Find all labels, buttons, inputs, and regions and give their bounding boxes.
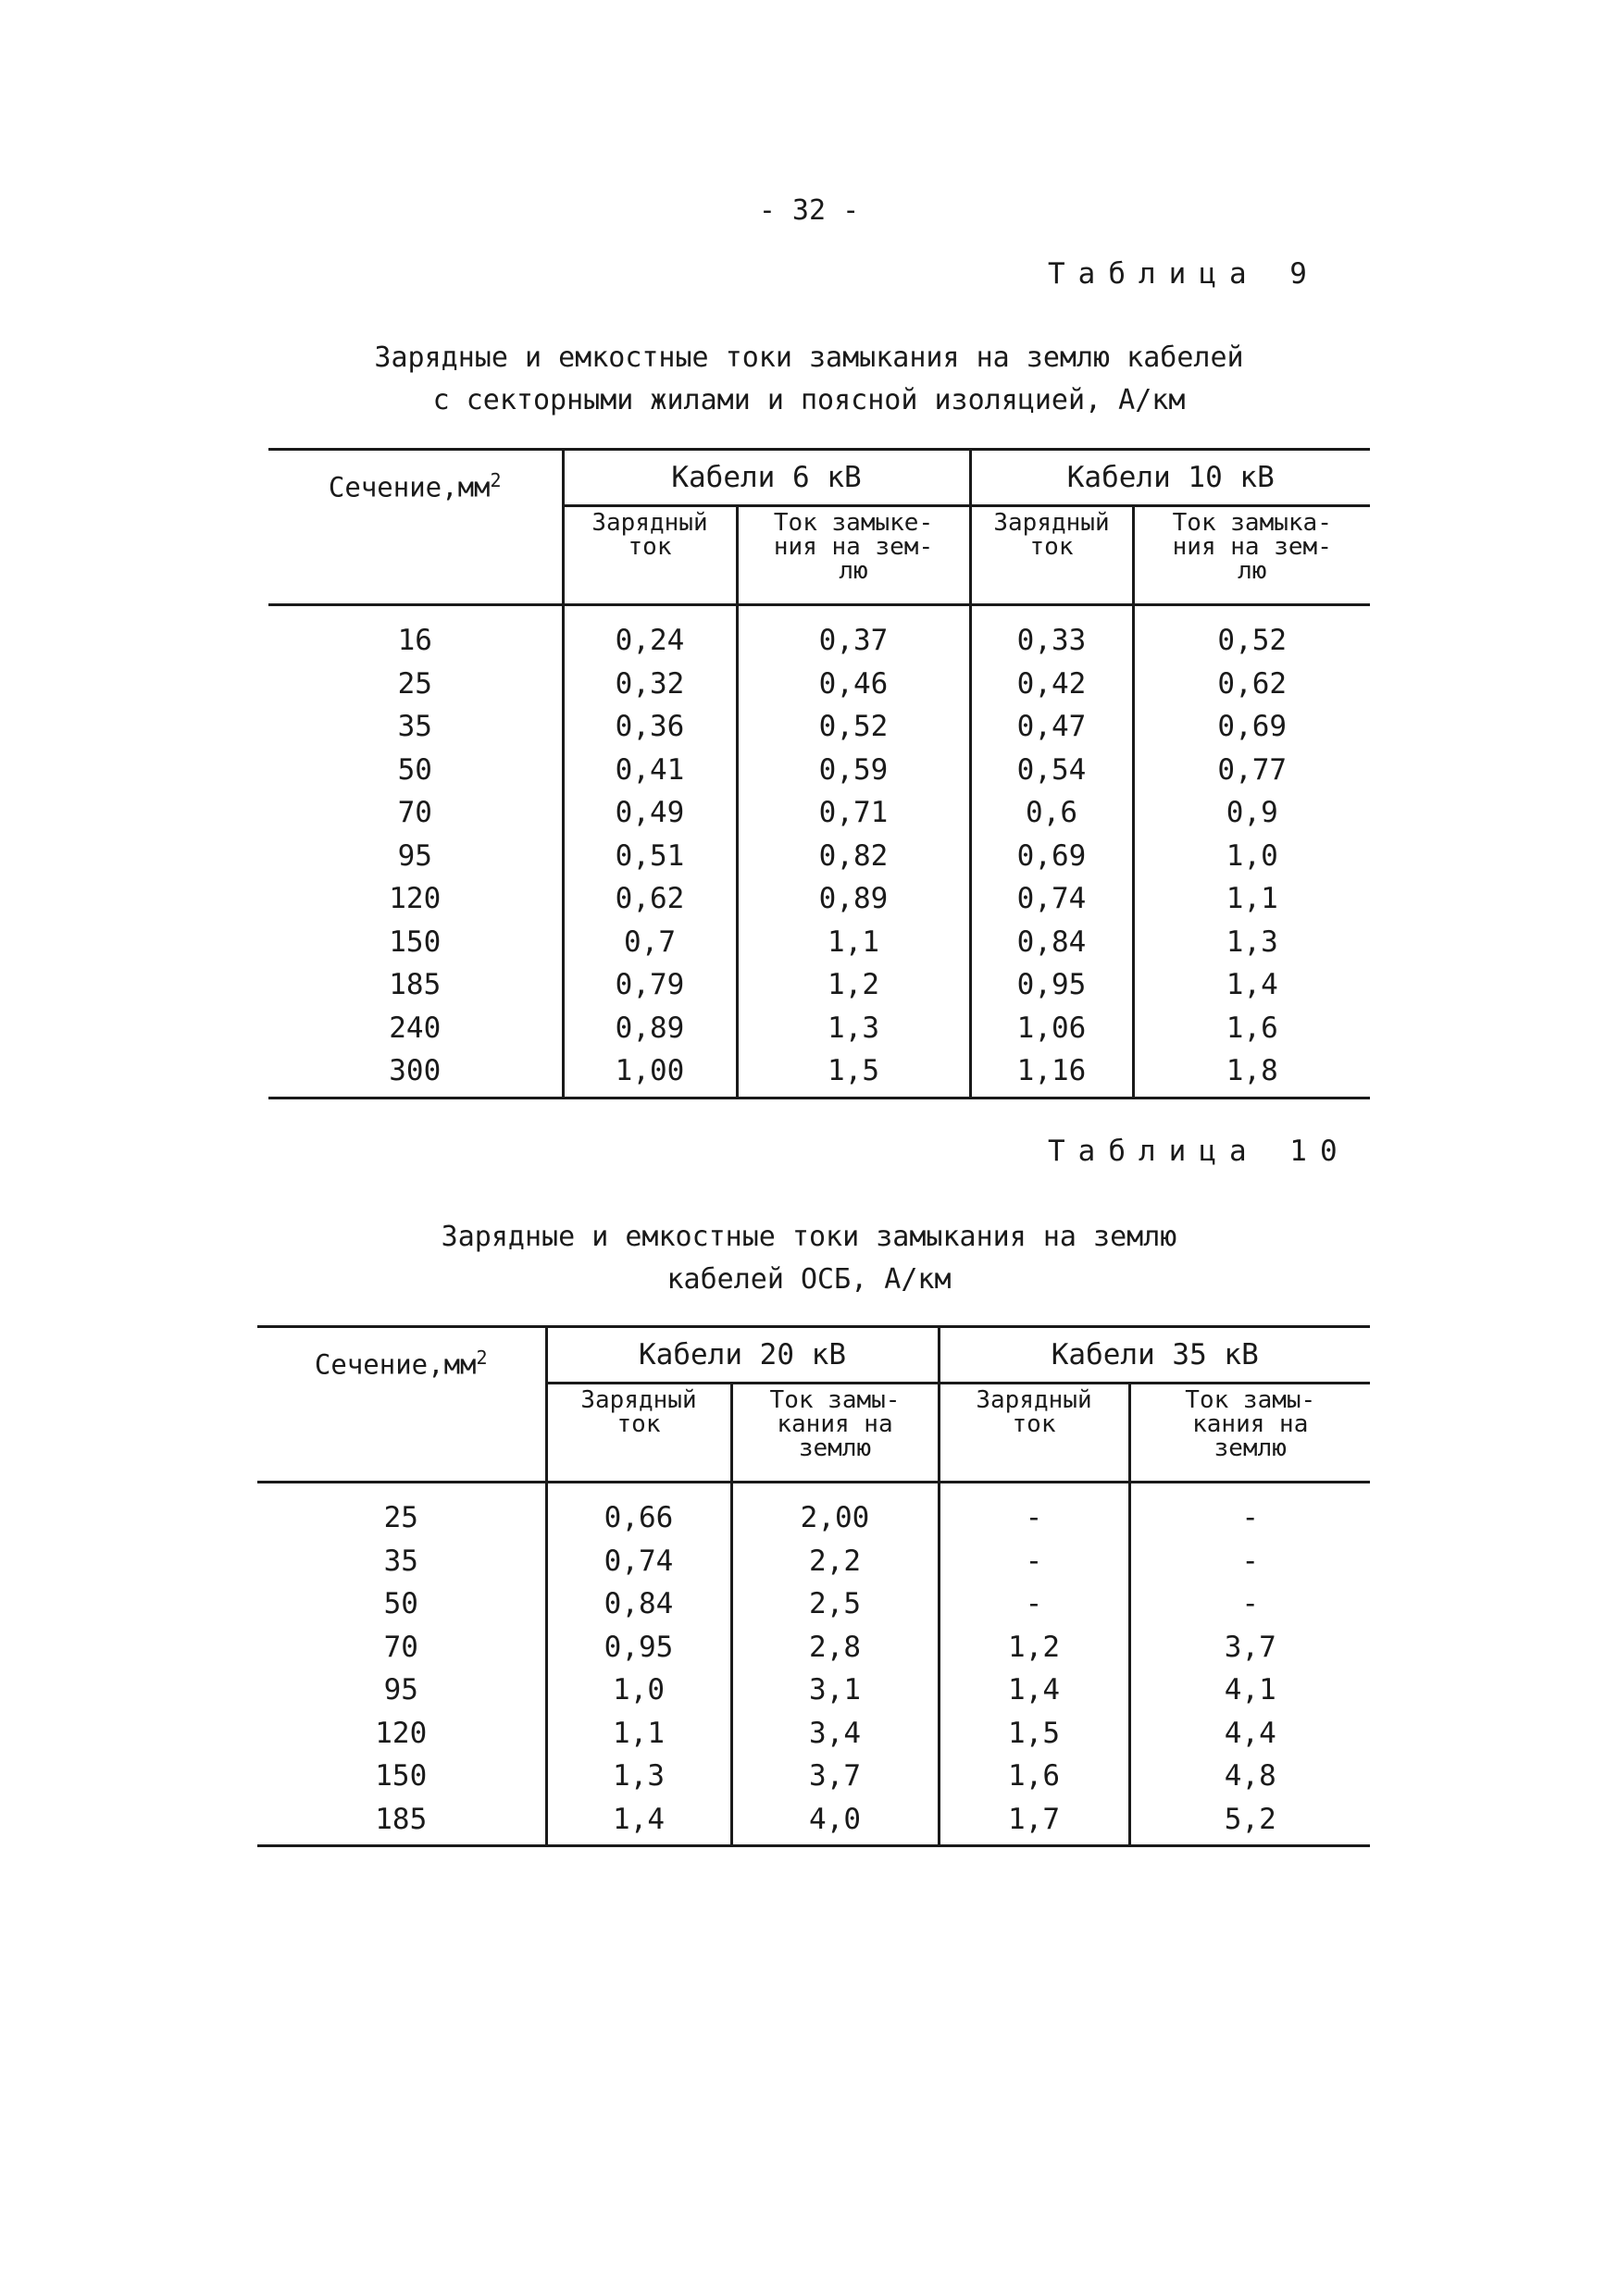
table-row: 25 0,32 0,46 0,42 0,62 — [268, 663, 1370, 706]
table10-group-35kv: Кабели 35 кВ — [939, 1327, 1370, 1384]
table-row: 240 0,89 1,3 1,06 1,6 — [268, 1007, 1370, 1050]
table-row: 95 0,51 0,82 0,69 1,0 — [268, 835, 1370, 878]
table10-group-20kv: Кабели 20 кВ — [546, 1327, 939, 1384]
table-row: 70 0,49 0,71 0,6 0,9 — [268, 791, 1370, 835]
table9-caption-line2: с секторными жилами и поясной изоляцией, А/км — [432, 384, 1186, 416]
table10-charging-current-20kv: Зарядный ток — [546, 1384, 731, 1483]
table-row: 185 0,79 1,2 0,95 1,4 — [268, 963, 1370, 1007]
table9-label: Таблица 9 — [1048, 257, 1320, 291]
table10-caption-line2: кабелей ОСБ, А/км — [666, 1263, 952, 1296]
table-row: 35 0,74 2,2 - - — [257, 1540, 1370, 1583]
table9-fault-current-6kv: Ток замыке- ния на зем- лю — [737, 506, 970, 605]
table-row: 16 0,24 0,37 0,33 0,52 — [268, 605, 1370, 663]
table-row: 70 0,95 2,8 1,2 3,7 — [257, 1626, 1370, 1669]
table10 — [257, 1325, 1370, 1847]
table-row: 35 0,36 0,52 0,47 0,69 — [268, 705, 1370, 749]
table-row: 300 1,00 1,5 1,16 1,8 — [268, 1049, 1370, 1098]
table9-caption-line1: Зарядные и емкостные токи замыкания на землю кабелей — [374, 341, 1244, 374]
table9-charging-current-6kv: Зарядный ток — [563, 506, 737, 605]
table9-charging-current-10kv: Зарядный ток — [970, 506, 1133, 605]
table-row: 50 0,84 2,5 - - — [257, 1582, 1370, 1626]
table-row: 95 1,0 3,1 1,4 4,1 — [257, 1669, 1370, 1712]
table10-charging-current-35kv: Зарядный ток — [939, 1384, 1129, 1483]
table-row: 150 1,3 3,7 1,6 4,8 — [257, 1755, 1370, 1798]
table10-section-header: $Сечение,мм^2$ — [257, 1327, 546, 1483]
table-row: 120 0,62 0,89 0,74 1,1 — [268, 877, 1370, 921]
table9-group-10kv: Кабели 10 кВ — [970, 450, 1370, 506]
table9 — [268, 448, 1370, 1099]
table-row: 120 1,1 3,4 1,5 4,4 — [257, 1712, 1370, 1756]
table-row: 185 1,4 4,0 1,7 5,2 — [257, 1798, 1370, 1846]
table10-fault-current-20kv: Ток замы- кания на землю — [731, 1384, 939, 1483]
table-row: 150 0,7 1,1 0,84 1,3 — [268, 921, 1370, 964]
table9-section-header: $Сечение,мм^2$ — [268, 450, 563, 605]
table9-group-6kv: Кабели 6 кВ — [563, 450, 970, 506]
table10-label: Таблица 10 — [1048, 1135, 1350, 1168]
table10-fault-current-35kv: Ток замы- кания на землю — [1129, 1384, 1370, 1483]
page-number: - 32 - — [758, 194, 860, 227]
table10-caption-line1: Зарядные и емкостные токи замыкания на землю — [441, 1221, 1177, 1253]
table9-fault-current-10kv: Ток замыка- ния на зем- лю — [1133, 506, 1370, 605]
table-row: 50 0,41 0,59 0,54 0,77 — [268, 749, 1370, 792]
table-row: 25 0,66 2,00 - - — [257, 1483, 1370, 1540]
